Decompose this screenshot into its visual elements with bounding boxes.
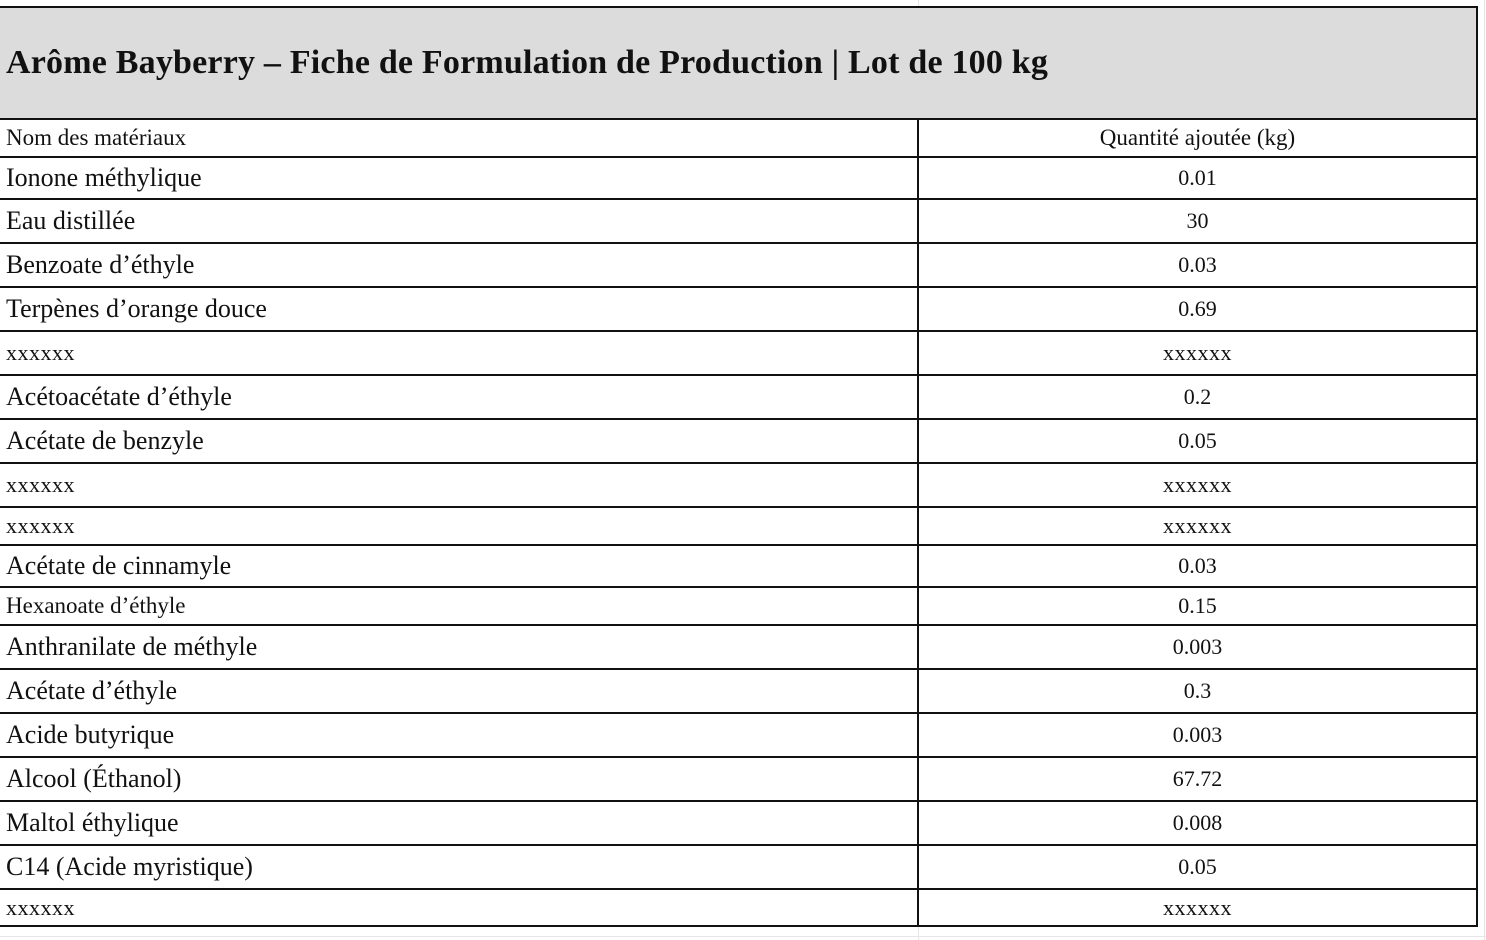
table-row (0, 845, 1476, 889)
quantity-cell[interactable]: 30 (918, 199, 1476, 243)
sheet-title: Arôme Bayberry – Fiche de Formulation de Production | Lot de 100 kg (6, 44, 1049, 81)
table-row (0, 375, 1476, 419)
quantity-cell[interactable]: xxxxxx (918, 889, 1476, 925)
title-cell[interactable] (0, 8, 1476, 120)
material-name-cell[interactable]: xxxxxx (0, 463, 918, 507)
material-name-cell[interactable]: xxxxxx (6, 894, 75, 920)
table-row (0, 419, 1476, 463)
gridline (1484, 0, 1485, 940)
table-row (0, 545, 1476, 587)
quantity-cell[interactable]: 0.3 (918, 669, 1476, 713)
header-row (0, 120, 1476, 157)
material-name-cell[interactable]: C14 (Acide myristique) (0, 845, 918, 889)
quantity-cell[interactable]: 0.03 (918, 545, 1476, 587)
table-row (0, 463, 1476, 507)
material-name-cell[interactable]: Acétoacétate d’éthyle (0, 375, 918, 419)
material-name-cell[interactable]: xxxxxx (0, 331, 918, 375)
material-name-cell[interactable]: Anthranilate de méthyle (0, 625, 918, 669)
table-row (0, 507, 1476, 545)
table-row (0, 801, 1476, 845)
quantity-cell[interactable]: 0.03 (918, 243, 1476, 287)
material-name-cell[interactable]: Benzoate d’éthyle (0, 243, 918, 287)
quantity-cell[interactable]: 0.01 (918, 157, 1476, 199)
table-row (0, 199, 1476, 243)
table-row (0, 625, 1476, 669)
quantity-cell[interactable]: 0.05 (918, 419, 1476, 463)
table-row (0, 287, 1476, 331)
material-name-cell[interactable]: Acétate de benzyle (0, 419, 918, 463)
quantity-cell[interactable]: 0.05 (918, 845, 1476, 889)
quantity-cell[interactable]: xxxxxx (918, 507, 1476, 545)
table-row (0, 157, 1476, 199)
quantity-cell[interactable]: 0.69 (918, 287, 1476, 331)
quantity-cell[interactable]: 0.003 (918, 625, 1476, 669)
table-row (0, 757, 1476, 801)
quantity-cell[interactable]: xxxxxx (918, 331, 1476, 375)
material-name-cell[interactable]: Eau distillée (0, 199, 918, 243)
quantity-cell[interactable]: xxxxxx (918, 463, 1476, 507)
material-name-cell[interactable]: xxxxxx (0, 507, 918, 545)
table-row (0, 243, 1476, 287)
formulation-table (0, 120, 1476, 925)
material-name-cell[interactable]: Acétate de cinnamyle (0, 545, 918, 587)
quantity-cell[interactable]: 67.72 (918, 757, 1476, 801)
quantity-cell[interactable]: 0.008 (918, 801, 1476, 845)
table-row (0, 713, 1476, 757)
material-name-cell[interactable]: Alcool (Éthanol) (0, 757, 918, 801)
quantity-cell[interactable]: 0.2 (918, 375, 1476, 419)
material-name-cell[interactable]: Maltol éthylique (0, 801, 918, 845)
column-header-quantity[interactable]: Quantité ajoutée (kg) (918, 120, 1476, 157)
gridline (0, 936, 1486, 937)
table-row (0, 889, 1476, 925)
quantity-cell[interactable]: 0.15 (918, 587, 1476, 625)
table-row (0, 331, 1476, 375)
material-name-cell[interactable]: Acétate d’éthyle (0, 669, 918, 713)
table-row (0, 587, 1476, 625)
material-name-cell[interactable]: Terpènes d’orange douce (0, 287, 918, 331)
table-row (0, 669, 1476, 713)
material-name-cell[interactable]: Hexanoate d’éthyle (0, 587, 918, 625)
column-header-name[interactable]: Nom des matériaux (0, 120, 918, 157)
material-name-cell[interactable]: Acide butyrique (0, 713, 918, 757)
material-name-cell[interactable]: Ionone méthylique (0, 157, 918, 199)
formulation-sheet (0, 6, 1478, 927)
quantity-cell[interactable]: 0.003 (918, 713, 1476, 757)
